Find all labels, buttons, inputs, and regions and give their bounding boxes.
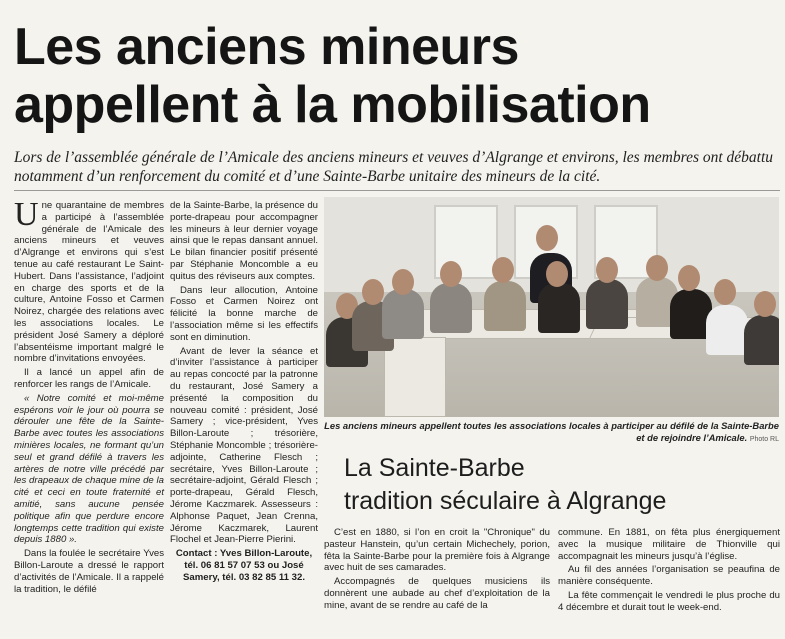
headline-line-1: Les anciens mineurs (14, 18, 519, 76)
article-column-4 (558, 527, 780, 616)
drop-cap: U (14, 196, 39, 233)
sub-headline-line-1: La Sainte-Barbe (344, 454, 525, 482)
column-1-paragraph-1-text: ne quarantaine de membres a participé à l’assemblée générale de l’Amicale des anciens mineurs et veuves d’Algrange et environs qui s’est tenue au café restaurant Le Saint-Hubert. Dans l’assistance, l’adjoint en charge des sports et de la culture, Antoine Fosso et Carmen Noirez, chargée des relations avec les associations locales. Le président José Samery a déploré l’absentéisme important malgré le nombre d’invitations envoyées. (14, 200, 164, 365)
caption-text: Les anciens mineurs appellent toutes les associations locales à participer au défilé de la Sainte-Barbe et de rejoindre l’Amicale. (324, 420, 779, 443)
divider (14, 190, 780, 191)
sub-headline-line-2: tradition séculaire à Algrange (344, 487, 667, 515)
column-3-paragraph-1: C’est en 1880, si l’on en croit la "Chronique" du pasteur Hanstein, qu’un certain Michechely, porion, fêta la Sainte-Barbe pour la première fois à Algrange avec huit de ses camarades. (324, 527, 550, 574)
column-3-paragraph-2: Accompagnés de quelques musiciens ils donnèrent une aubade au chef d’exploitation de la mine, avant de se rendre au café de la (324, 576, 550, 611)
column-1-paragraph-1 (14, 196, 164, 365)
lead-paragraph: Lors de l’assemblée générale de l’Amicale des anciens mineurs et veuves d’Algrange et environs, les membres ont débattu notamment d’un renforcement du comité et d’une Sainte-Barbe unitaire des mineurs de la cité. (14, 149, 774, 185)
column-2-paragraph-3: Avant de lever la séance et d’inviter l’assistance à participer au repas concocté par la patronne du restaurant, José Samery a présenté la composition du nouveau comité : président, José Samery ; vice-président, Yves Billon-Laroute ; trésorière, Stéphanie Moncomble ; trésorière-adjointe, Catherine Flesch ; secrétaire, Yves Billon-Laroute ; secrétaire-adjoint, Gérald Flesch ; porte-drapeau, Gérald Flesch, Jérome Kaczmarek. Assesseurs : Alphonse Paquet, Jean Crenna, Jérome Kaczmarek, Laurent Flochel et Jean-Pierre Pierini. (170, 345, 318, 546)
column-2-paragraph-1: de la Sainte-Barbe, la présence du porte-drapeau pour accompagner les mineurs à leur dernier voyage ainsi que le repas dansant annuel. Le bilan financier positif présenté par Stéphanie Moncomble a eu quitus des réviseurs aux comptes. (170, 200, 318, 282)
headline-line-2: appellent à la mobilisation (14, 76, 651, 134)
headline (14, 18, 774, 134)
article-column-2 (170, 200, 318, 586)
column-4-paragraph-2: Au fil des années l’organisation se peaufina de manière conséquente. (558, 564, 780, 588)
column-4-paragraph-3: La fête commençait le vendredi le plus proche du 4 décembre et durait tout le week-end. (558, 589, 780, 613)
sub-headline (344, 452, 764, 518)
article-column-1 (14, 196, 164, 597)
article-column-3 (324, 527, 550, 614)
column-1-paragraph-4: Dans la foulée le secrétaire Yves Billon-Laroute a dressé le rapport d’activités de l’Amicale. Il a rappelé la tradition, le défilé (14, 548, 164, 595)
contact-info: Contact : Yves Billon-Laroute, tél. 06 81 57 07 53 ou José Samery, tél. 03 82 85 11 32. (175, 548, 313, 583)
photo-caption (324, 420, 779, 446)
column-1-quote: « Notre comité et moi-même espérons voir le jour où pourra se dérouler une fête de la Sainte-Barbe avec toutes les associations minières locales, ne formant qu’un seul et grand défilé à travers les artères de notre ville précédé par les drapeaux de chaque mine de la cité et ceci en toute fraternité et amitié, sans aucune pensée politique afin que perdure encore longtemps cette tradition qui existe depuis 1880 ». (14, 392, 164, 546)
column-4-paragraph-1: commune. En 1881, on fêta plus énergiquement avec la musique militaire de Thionville qui accompagnait les mineurs jusqu’à l’église. (558, 527, 780, 562)
column-1-paragraph-2: Il a lancé un appel afin de renforcer les rangs de l’Amicale. (14, 367, 164, 390)
column-2-paragraph-2: Dans leur allocution, Antoine Fosso et Carmen Noirez ont félicité la bonne marche de l’association même si les effectifs sont en diminution. (170, 284, 318, 343)
group-photo (324, 197, 779, 417)
photo-credit: Photo RL (749, 436, 779, 443)
